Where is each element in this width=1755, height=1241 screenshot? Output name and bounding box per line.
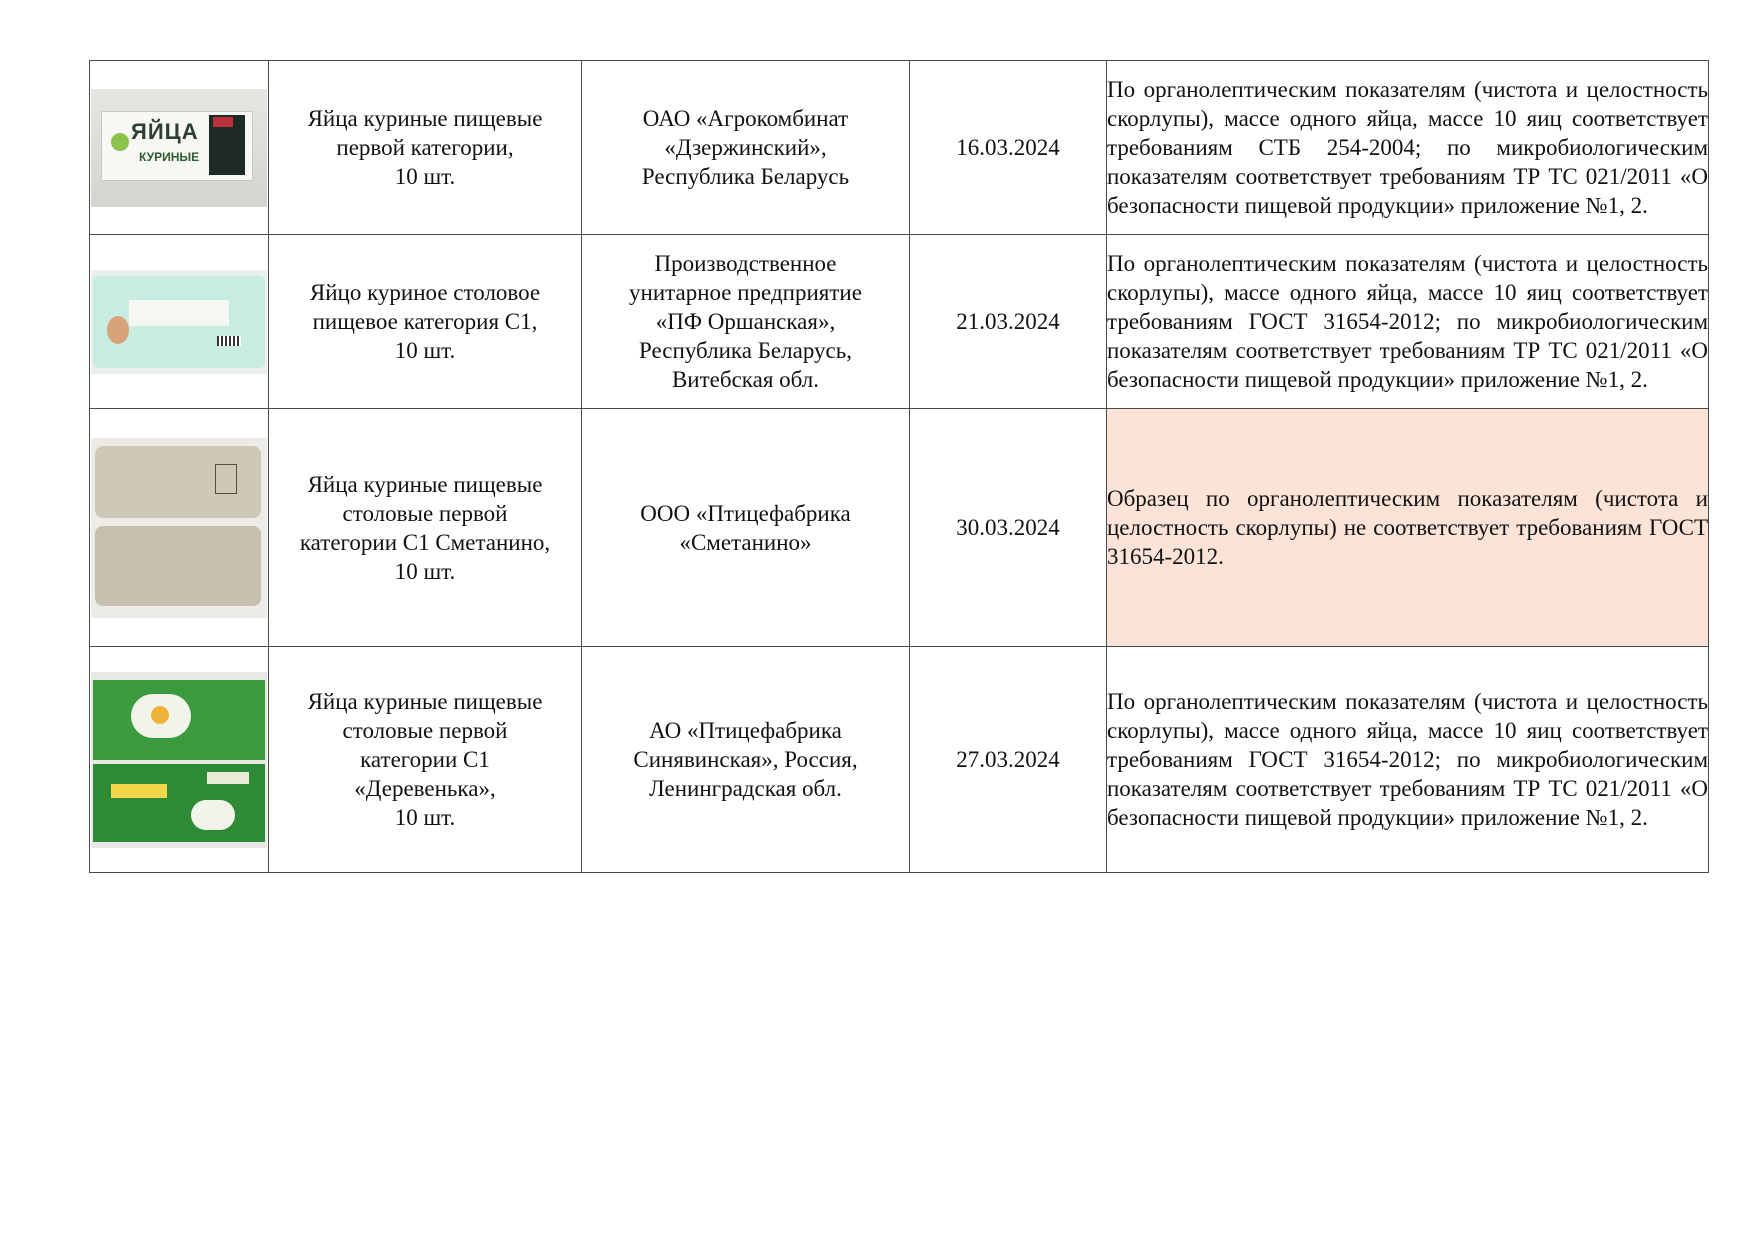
product-name: Яйца куриные пищевые первой категории, 10 шт. (269, 61, 582, 235)
product-photo-cell (90, 409, 269, 647)
production-date: 21.03.2024 (910, 235, 1107, 409)
test-result: По органолептическим показателям (чистота и целостность скорлупы), массе одного яйца, массе 10 яиц соответствует требованиям ГОСТ 31654-2012; по микробиологическим показателям соответствует требованиям ТР ТС 021/2011 «О безопасности пищевой продукции» приложение №1, 2. (1107, 647, 1709, 873)
egg-carton-orshanskaya-photo (91, 270, 267, 374)
test-result: По органолептическим показателям (чистота и целостность скорлупы), массе одного яйца, массе 10 яиц соответствует требованиям ГОСТ 31654-2012; по микробиологическим показателям соответствует требованиям ТР ТС 021/2011 «О безопасности пищевой продукции» приложение №1, 2. (1107, 235, 1709, 409)
manufacturer: АО «Птицефабрика Синявинская», Россия, Ленинградская обл. (582, 647, 910, 873)
product-photo-cell (90, 235, 269, 409)
barcode-icon (217, 336, 241, 346)
carton-sub-text: КУРИНЫЕ (139, 149, 200, 164)
production-date: 16.03.2024 (910, 61, 1107, 235)
table-row (90, 647, 1709, 873)
test-result: По органолептическим показателям (чистота и целостность скорлупы), массе одного яйца, массе 10 яиц соответствует требованиям СТБ 254-2004; по микробиологическим показателям соответствует требованиям ТР ТС 021/2011 «О безопасности пищевой продукции» приложение №1, 2. (1107, 61, 1709, 235)
test-result-fail: Образец по органолептическим показателям (чистота и целостность скорлупы) не соответствует требованиям ГОСТ 31654-2012. (1107, 409, 1709, 647)
manufacturer: Производственное унитарное предприятие «ПФ Оршанская», Республика Беларусь, Витебская обл. (582, 235, 910, 409)
production-date: 30.03.2024 (910, 409, 1107, 647)
table-row (90, 409, 1709, 647)
table-row (90, 235, 1709, 409)
product-name: Яйца куриные пищевые столовые первой категории С1 Сметанино, 10 шт. (269, 409, 582, 647)
product-photo-cell (90, 61, 269, 235)
product-name: Яйцо куриное столовое пищевое категория С1, 10 шт. (269, 235, 582, 409)
table-row (90, 61, 1709, 235)
egg-carton-smetanino-photo (91, 438, 267, 618)
egg-carton-derevenka-photo (91, 672, 267, 848)
production-date: 27.03.2024 (910, 647, 1107, 873)
product-name: Яйца куриные пищевые столовые первой категории С1 «Деревенька», 10 шт. (269, 647, 582, 873)
product-photo-cell (90, 647, 269, 873)
carton-title-text: ЯЙЦА (131, 118, 199, 144)
egg-carton-agrokombinat-photo (91, 89, 267, 207)
manufacturer: ООО «Птицефабрика «Сметанино» (582, 409, 910, 647)
manufacturer: ОАО «Агрокомбинат «Дзержинский», Республика Беларусь (582, 61, 910, 235)
test-results-table (89, 60, 1709, 873)
